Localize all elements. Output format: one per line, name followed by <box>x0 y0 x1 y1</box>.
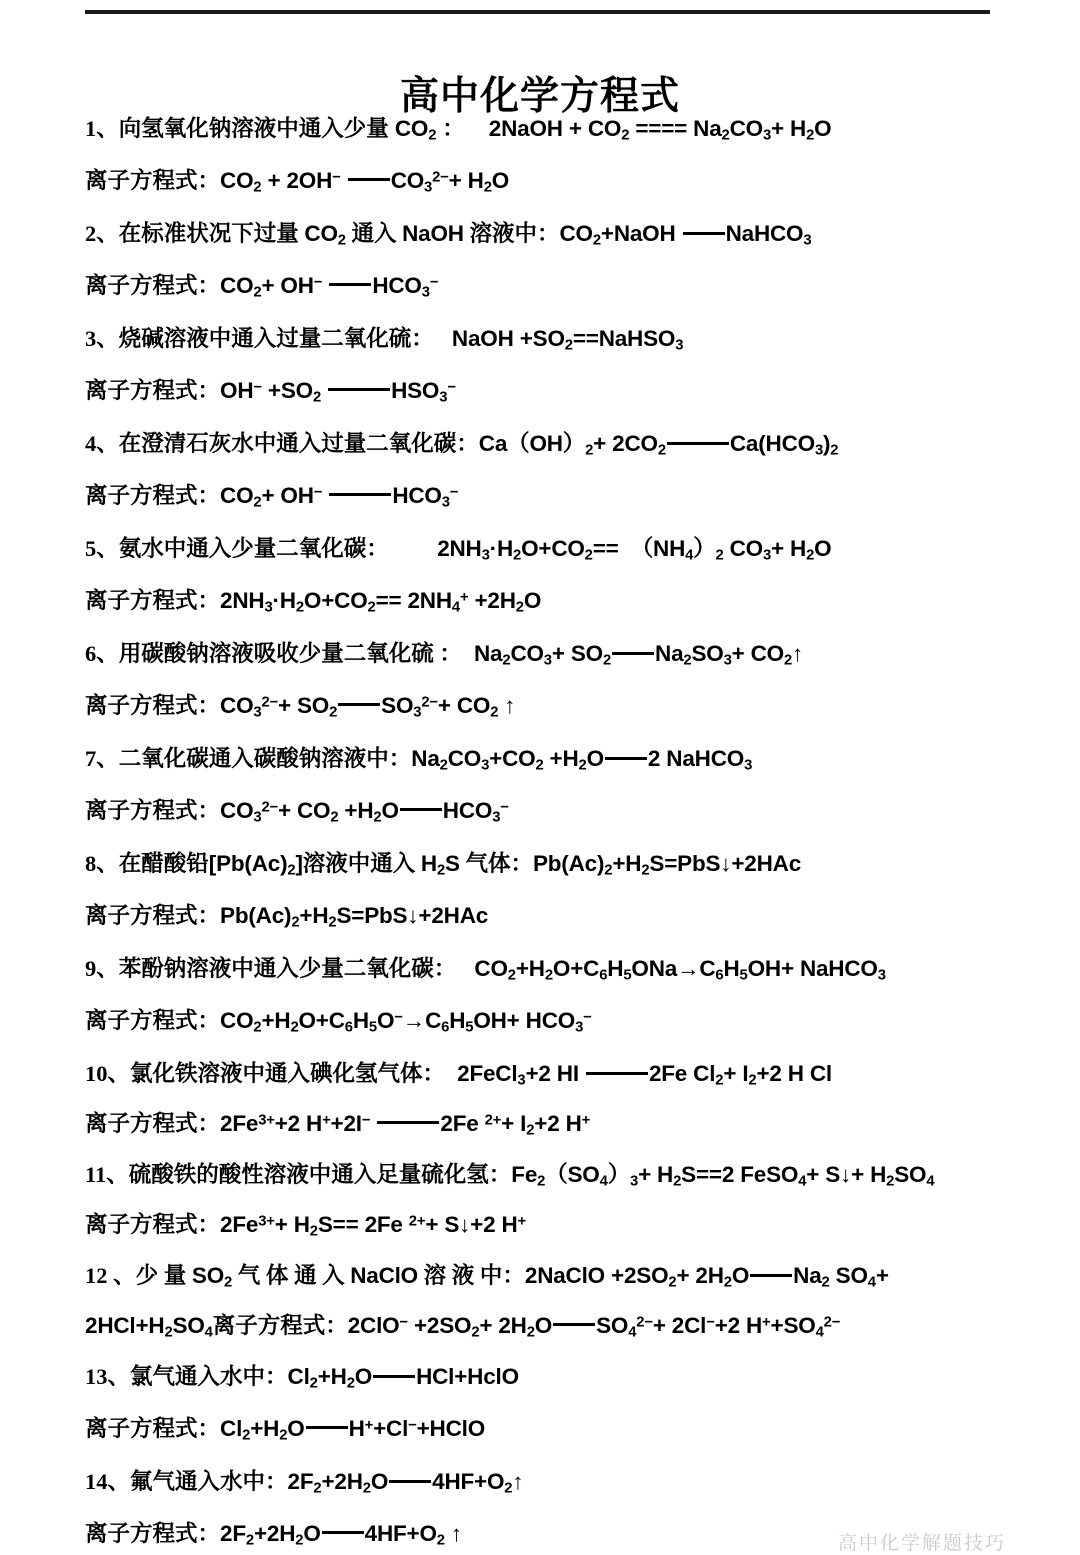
entry-10-ion <box>85 1110 1015 1138</box>
entry-13-equation: $Cl_2+H_2O$ HCl+HclO <box>287 1364 519 1392</box>
ion-label: 离子方程式： <box>85 377 221 403</box>
entry-6-description: 用碳酸钠溶液吸收少量二氧化硫 ： <box>118 641 462 666</box>
entry-11-equation: $Fe_2(SO_4)_3+ H_2S==2$ FeSO$_4$+ S↓+ $H_2SO_4$ <box>511 1162 935 1190</box>
ion-label: 离子方程式： <box>85 1211 221 1237</box>
entry-9-description: 苯酚钠溶液中通入少量二氧化碳： <box>118 956 457 981</box>
entry-10-equation: 2FeCl$_3$+2 HI 2Fe $Cl_2+ I_2+2$ H Cl <box>445 1061 832 1089</box>
entry-5-statement <box>85 536 1015 564</box>
entry-1-statement <box>85 116 1015 144</box>
entry-4-equation: $Ca(OH)_2+ 2CO_2$ $Ca(HCO_3)_2$ <box>478 431 839 459</box>
entry-13-description: 氯气通入水中： <box>130 1364 288 1389</box>
entry-6-equation: $Na_2CO_3+ SO_2$ $Na_2SO_3+$ $CO_2↑$ <box>461 641 804 669</box>
entry-11-ion-equation: $2Fe^{3+}+ H_2S== 2Fe$ $^{2+}$+ S↓+2 H+ <box>220 1211 526 1239</box>
entry-14-number: 14、 <box>85 1469 131 1494</box>
entry-6-ion-equation: $CO_3^{2-}+ SO_2$ $SO_3^{2-}+ CO_2$ ↑ <box>220 692 516 720</box>
entry-7-description: 二氧化碳通入碳酸钠溶液中： <box>118 746 412 771</box>
ion-label: 离子方程式： <box>85 1520 221 1546</box>
ion-label: 离子方程式： <box>85 902 221 928</box>
entry-10-statement <box>85 1061 1015 1089</box>
entry-4-ion <box>85 482 1015 510</box>
ion-label: 离子方程式： <box>85 167 221 193</box>
entry-3-ion <box>85 377 1015 405</box>
entry-5-equation: $2NH_3\cdot H_2O+CO_2== (NH_4)_2$ $CO_3+ H_2O$ <box>388 536 832 564</box>
entry-12-equation: 2NaClO $+2SO_2+ 2H_2O$ $Na_2$ $SO_4+$ <box>524 1263 889 1291</box>
entry-12-ion <box>85 1312 1015 1340</box>
entry-2-description: 在标准状况下过量 <box>118 221 305 246</box>
entry-11-ion <box>85 1211 1015 1239</box>
entry-14-description: 氟气通入水中： <box>130 1469 288 1494</box>
entry-13-number: 13、 <box>85 1364 131 1389</box>
ion-label: 离子方程式： <box>85 587 221 613</box>
ion-label: 离子方程式： <box>212 1312 348 1338</box>
entry-1-number: 1、 <box>85 116 119 141</box>
entry-1-description: 向氢氧化钠溶液中通入少量 <box>118 116 389 141</box>
entry-6-ion <box>85 692 1015 720</box>
page-title: 高中化学方程式 <box>399 75 680 119</box>
entry-11-statement <box>85 1162 1015 1190</box>
entry-8-description: 在醋酸铅 <box>118 851 209 876</box>
entry-8-statement: 8、在醋酸铅$[Pb(Ac)_2]$溶液中通入 $H_2S$ 气体：$Pb(Ac)_2+H_2S=PbS↓+2HAc$ <box>85 851 802 879</box>
entry-2-number: 2、 <box>85 221 119 246</box>
ion-label: 离子方程式： <box>85 482 221 508</box>
entry-4-number: 4、 <box>85 431 119 456</box>
entry-9-ion-equation: $CO_2+H_2O+C_6H_5O^-\to C_6H_5OH+ HCO_3^-$ <box>220 1007 592 1035</box>
ion-label: 离子方程式： <box>85 797 221 823</box>
entry-4-description: 在澄清石灰水中通入过量二氧化碳： <box>118 431 479 456</box>
entry-11-description: 硫酸铁的酸性溶液中通入足量硫化氢： <box>128 1162 512 1187</box>
entry-3-statement <box>85 326 1015 354</box>
equation-list <box>85 116 1015 1548</box>
entry-12-statement: 12 、少 量 $SO_2$ 气 体 通 入 NaClO 溶 液 中：2NaClO $+2SO_2+ 2H_2O$ $Na_2$ $SO_4+$ <box>85 1263 889 1291</box>
entry-14-ion-equation: $2F_2+2H_2O$ $4HF+O_2$ ↑ <box>220 1520 462 1548</box>
entry-12-number: 12 、 <box>85 1263 136 1288</box>
entry-8-ion-equation: $Pb(Ac)_2+H_2S=PbS↓+2HAc$ <box>220 902 489 930</box>
entry-3-number: 3、 <box>85 326 119 351</box>
entry-9-number: 9、 <box>85 956 119 981</box>
entry-5-number: 5、 <box>85 536 119 561</box>
entry-9-equation: $CO_2+H_2O+C_6H_5ONa\to C_6H_5OH+$ NaHCO$_3$ <box>456 956 886 984</box>
entry-13-statement <box>85 1364 1015 1392</box>
entry-5-ion-equation: $2NH_3\cdot H_2O+CO_2== 2NH_4^+ +2H_2O$ <box>220 587 542 615</box>
entry-8-equation: $Pb(Ac)_2+H_2S=PbS↓+2HAc$ <box>532 851 802 879</box>
ion-label: 离子方程式： <box>85 1007 221 1033</box>
entry-3-description: 烧碱溶液中通入过量二氧化硫： <box>118 326 434 351</box>
entry-12-description: 少 量 <box>135 1263 192 1288</box>
entry-3-ion-equation: $OH^- +SO_2$ $HSO_3^-$ <box>220 377 456 405</box>
entry-1-ion <box>85 167 1015 195</box>
entry-7-statement <box>85 746 1015 774</box>
entry-8-number: 8、 <box>85 851 119 876</box>
ion-label: 离子方程式： <box>85 272 221 298</box>
entry-13-ion-equation: $Cl_2+H_2O$ H++Cl−+HClO <box>220 1415 485 1443</box>
entry-14-statement <box>85 1469 1015 1497</box>
entry-8-ion <box>85 902 1015 930</box>
entry-10-ion-equation: $2Fe^{3+}+2$ H++2I− 2Fe $^{2+}+ I_2+2$ H+ <box>220 1110 591 1138</box>
entry-2-ion <box>85 272 1015 300</box>
entry-4-ion-equation: $CO_2+ OH^-$ $HCO_3^-$ <box>220 482 459 510</box>
entry-4-statement <box>85 431 1015 459</box>
entry-10-number: 10、 <box>85 1061 131 1086</box>
entry-12-equation-cont: $2HCl+H_2SO_4$ <box>85 1312 213 1340</box>
ion-label: 离子方程式： <box>85 1110 221 1136</box>
entry-9-ion <box>85 1007 1015 1035</box>
entry-9-statement <box>85 956 1015 984</box>
entry-2-statement: 2、在标准状况下过量 $CO_2$ 通入 NaOH 溶液中：$CO_2+NaOH$ NaHCO$_3$ <box>85 221 812 249</box>
entry-5-description: 氨水中通入少量二氧化碳： <box>118 536 389 561</box>
watermark: 高中化学解题技巧 <box>838 1533 1007 1554</box>
entry-5-ion <box>85 587 1015 615</box>
entry-3-equation: NaOH $+SO_2==NaHSO_3$ <box>433 326 684 354</box>
entry-1-ion-equation: $CO_2 + 2OH^-$ $CO_3^{2-}+ H_2O$ <box>220 167 510 195</box>
entry-7-ion-equation: $CO_3^{2-}+ CO_2 +H_2O$ $HCO_3^-$ <box>220 797 509 825</box>
entry-10-description: 氯化铁溶液中通入碘化氢气体： <box>130 1061 446 1086</box>
entry-7-equation: $Na_2CO_3+CO_2 +H_2O$ 2 NaHCO$_3$ <box>411 746 753 774</box>
entry-7-ion <box>85 797 1015 825</box>
entry-7-number: 7、 <box>85 746 119 771</box>
entry-1-equation: $CO_2$ ： 2NaOH + $CO_2$ ==== $Na_2CO_3+ H_2O$ <box>388 116 832 144</box>
entry-6-statement <box>85 641 1015 669</box>
entry-6-number: 6、 <box>85 641 119 666</box>
ion-label: 离子方程式： <box>85 1415 221 1441</box>
entry-14-equation: $2F_2+2H_2O$ $4HF+O_2↑$ <box>287 1469 524 1497</box>
entry-11-number: 11、 <box>85 1162 129 1187</box>
header-divider <box>85 10 990 14</box>
entry-12-ion-equation: $2ClO^- +2SO_2+ 2H_2O$ $SO_4^{2-}+ 2Cl^-+2$ $H^++SO_4^{2-}$ <box>347 1312 841 1340</box>
entry-13-ion <box>85 1415 1015 1443</box>
entry-2-equation: $CO_2+NaOH$ NaHCO$_3$ <box>559 221 812 249</box>
entry-2-ion-equation: $CO_2+ OH^-$ $HCO_3^-$ <box>220 272 439 300</box>
ion-label: 离子方程式： <box>85 692 221 718</box>
